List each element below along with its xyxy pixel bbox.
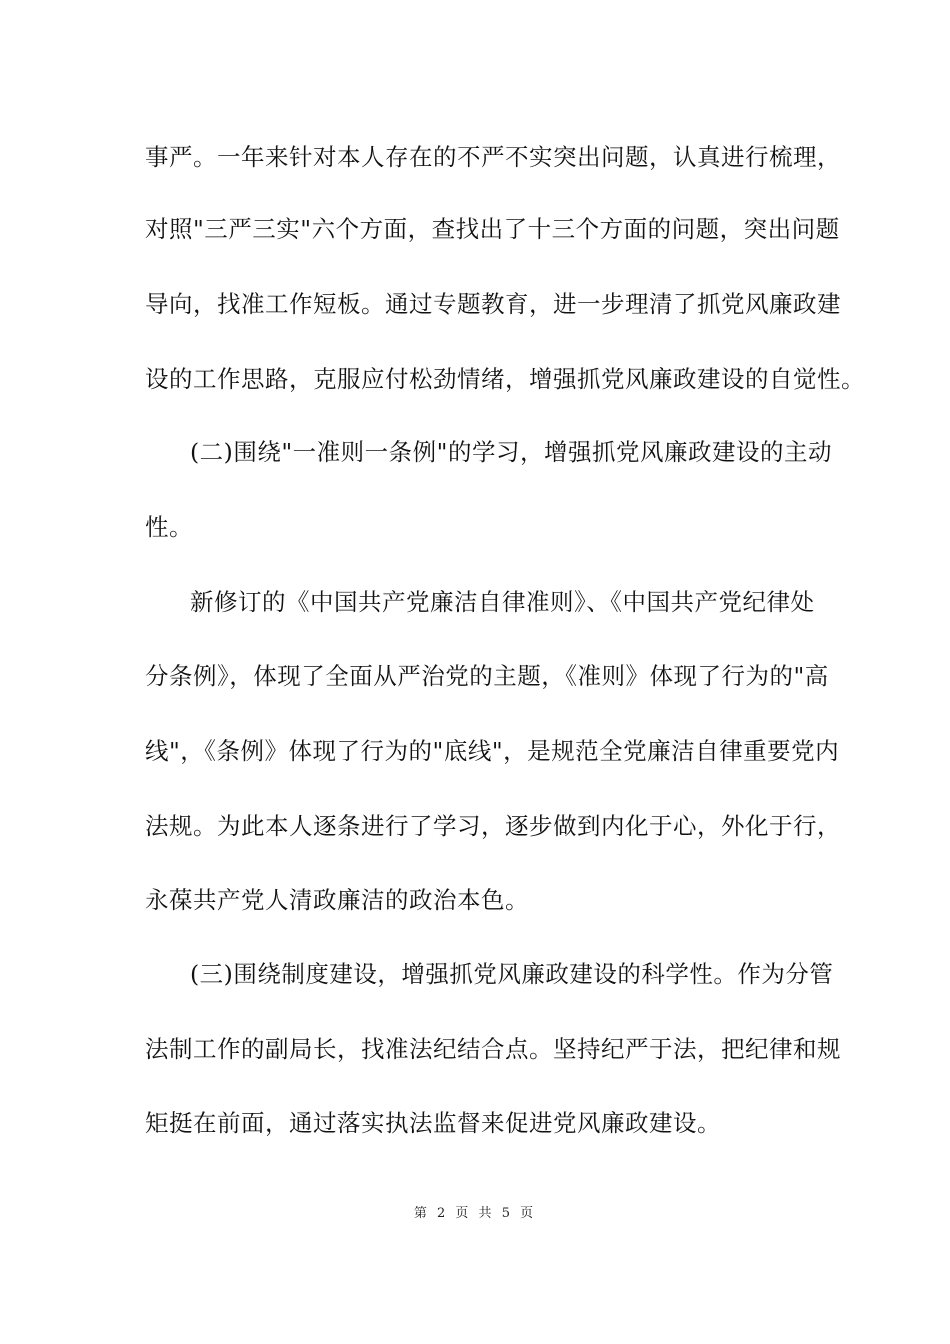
body-text-line: 法制工作的副局长，找准法纪结合点。坚持纪严于法，把纪律和规 bbox=[145, 1035, 841, 1063]
body-text-line: 永葆共产党人清政廉洁的政治本色。 bbox=[145, 886, 529, 914]
section-heading-line: (二)围绕"一准则一条例"的学习，增强抓党风廉政建设的主动 bbox=[190, 438, 832, 466]
body-text-line: 分条例》，体现了全面从严治党的主题，《准则》体现了行为的"高 bbox=[145, 662, 829, 690]
page-number-footer bbox=[0, 1206, 950, 1222]
section-heading-line: 性。 bbox=[145, 513, 193, 541]
body-text-line: 对照"三严三实"六个方面，查找出了十三个方面的问题，突出问题 bbox=[145, 215, 840, 243]
body-text-line: 矩挺在前面，通过落实执法监督来促进党风廉政建设。 bbox=[145, 1109, 721, 1137]
page-number-label: 第 2 页 共 5 页 bbox=[413, 1206, 537, 1221]
body-text-line: 事严。一年来针对本人存在的不严不实突出问题，认真进行梳理， bbox=[145, 143, 841, 171]
body-text-line: 线"，《条例》体现了行为的"底线"，是规范全党廉洁自律重要党内 bbox=[145, 737, 840, 765]
body-text-line: 新修订的《中国共产党廉洁自律准则》、《中国共产党纪律处 bbox=[190, 588, 815, 616]
section-heading-line: (三)围绕制度建设，增强抓党风廉政建设的科学性。作为分管 bbox=[190, 960, 834, 988]
body-text-line: 设的工作思路，克服应付松劲情绪，增强抓党风廉政建设的自觉性。 bbox=[145, 365, 865, 393]
body-text-line: 导向，找准工作短板。通过专题教育，进一步理清了抓党风廉政建 bbox=[145, 290, 841, 318]
body-text-line: 法规。为此本人逐条进行了学习，逐步做到内化于心，外化于行， bbox=[145, 812, 841, 840]
